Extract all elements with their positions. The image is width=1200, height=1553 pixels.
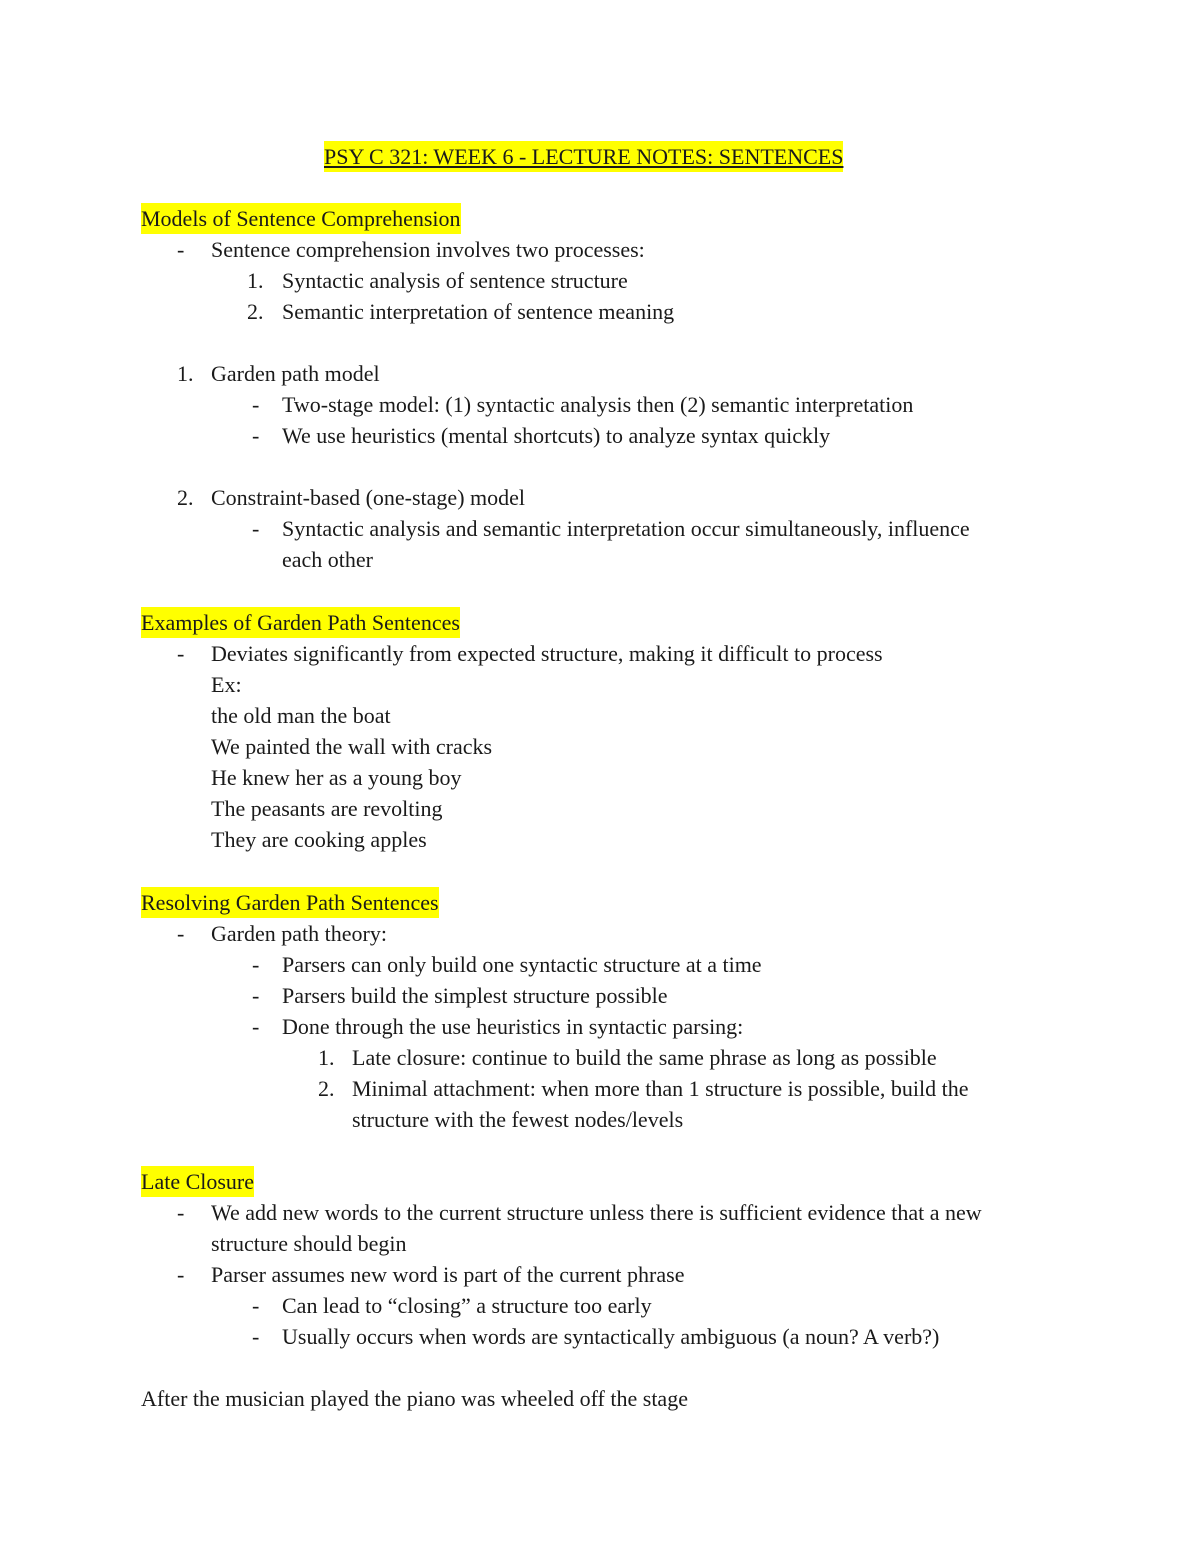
model-1-label: Garden path model (211, 361, 380, 386)
list-number-1: 1. (318, 1045, 335, 1070)
late-closure-subpoint-1: Can lead to “closing” a structure too early (282, 1293, 652, 1318)
list-number-2: 2. (318, 1076, 335, 1101)
late-closure-subpoint-2: Usually occurs when words are syntactically ambiguous (a noun? A verb?) (282, 1324, 940, 1349)
late-closure-point-1-line-2: structure should begin (211, 1231, 407, 1256)
model-2-label: Constraint-based (one-stage) model (211, 485, 526, 510)
bullet-dash: - (177, 921, 185, 946)
section-heading-examples: Examples of Garden Path Sentences (141, 607, 460, 638)
examples-point: Deviates significantly from expected structure, making it difficult to process (211, 641, 883, 666)
section-heading-models: Models of Sentence Comprehension (141, 203, 461, 234)
model-1-point-2: We use heuristics (mental shortcuts) to analyze syntax quickly (282, 423, 831, 448)
bullet-dash: - (252, 392, 260, 417)
examples-ex-label: Ex: (211, 672, 242, 697)
list-number-2: 2. (177, 485, 194, 510)
bullet-dash: - (252, 1293, 260, 1318)
heuristic-2-line-2: structure with the fewest nodes/levels (352, 1107, 684, 1132)
model-1-point-1: Two-stage model: (1) syntactic analysis then (2) semantic interpretation (282, 392, 914, 417)
list-number-1: 1. (177, 361, 194, 386)
resolving-point-2: Parsers build the simplest structure possible (282, 983, 668, 1008)
bullet-dash: - (177, 1200, 185, 1225)
late-closure-point-1-line-1: We add new words to the current structure unless there is sufficient evidence that a new (211, 1200, 982, 1225)
model-2-point-line-2: each other (282, 547, 373, 572)
heuristic-1: Late closure: continue to build the same phrase as long as possible (352, 1045, 937, 1070)
resolving-point-3: Done through the use heuristics in syntactic parsing: (282, 1014, 744, 1039)
bullet-dash: - (252, 1324, 260, 1349)
list-number-2: 2. (247, 299, 264, 324)
final-example-sentence: After the musician played the piano was wheeled off the stage (141, 1386, 688, 1411)
section-heading-late-closure: Late Closure (141, 1166, 254, 1197)
example-sentence: He knew her as a young boy (211, 765, 462, 790)
bullet-dash: - (252, 983, 260, 1008)
bullet-dash: - (252, 516, 260, 541)
bullet-dash: - (177, 237, 185, 262)
resolving-theory: Garden path theory: (211, 921, 387, 946)
late-closure-point-2: Parser assumes new word is part of the current phrase (211, 1262, 685, 1287)
example-sentence: They are cooking apples (211, 827, 427, 852)
heuristic-2-line-1: Minimal attachment: when more than 1 structure is possible, build the (352, 1076, 969, 1101)
example-sentence: the old man the boat (211, 703, 391, 728)
list-number-1: 1. (247, 268, 264, 293)
example-sentence: We painted the wall with cracks (211, 734, 493, 759)
example-sentence: The peasants are revolting (211, 796, 443, 821)
bullet-dash: - (252, 952, 260, 977)
model-2-point-line-1: Syntactic analysis and semantic interpretation occur simultaneously, influence (282, 516, 970, 541)
process-item-1: Syntactic analysis of sentence structure (282, 268, 628, 293)
bullet-dash: - (252, 423, 260, 448)
bullet-dash: - (252, 1014, 260, 1039)
resolving-point-1: Parsers can only build one syntactic structure at a time (282, 952, 762, 977)
process-item-2: Semantic interpretation of sentence meaning (282, 299, 675, 324)
bullet-dash: - (177, 1262, 185, 1287)
section-heading-resolving: Resolving Garden Path Sentences (141, 887, 439, 918)
models-intro: Sentence comprehension involves two processes: (211, 237, 645, 262)
bullet-dash: - (177, 641, 185, 666)
page-title: PSY C 321: WEEK 6 - LECTURE NOTES: SENTENCES (324, 141, 843, 172)
